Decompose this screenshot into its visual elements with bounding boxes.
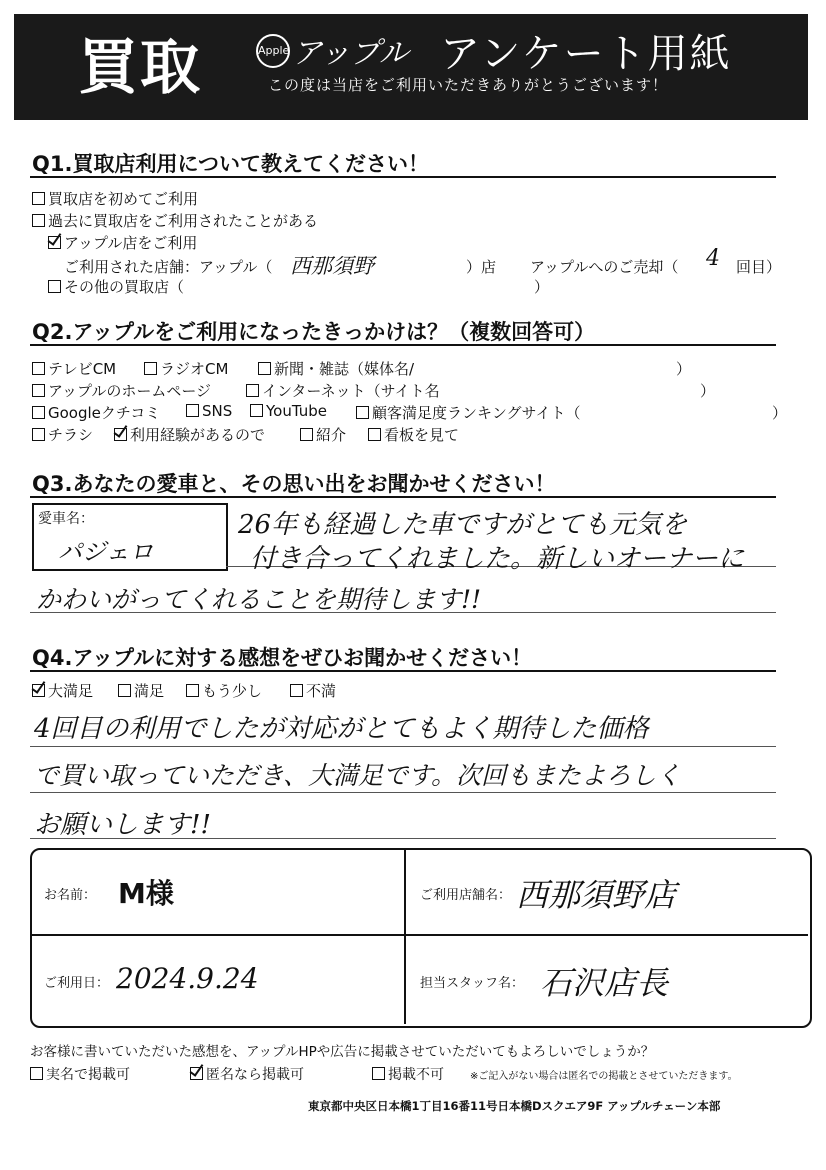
checkbox-checked[interactable]	[190, 1067, 203, 1080]
checkbox[interactable]	[250, 404, 263, 417]
q2-option-youtube[interactable]	[250, 402, 327, 420]
q2-option-ranking[interactable]	[356, 402, 581, 423]
checkbox[interactable]	[300, 428, 313, 441]
q2-option-radio-label: ラジオCM	[160, 360, 229, 378]
publish-real-name[interactable]	[30, 1064, 130, 1084]
checkbox-checked[interactable]	[48, 236, 61, 249]
q1-store-value[interactable]: 西那須野	[290, 254, 374, 278]
comment-line-1[interactable]: 4回目の利用でしたが対応がとてもよく期待した価格	[34, 714, 649, 744]
staff-value[interactable]: 石沢店長	[540, 964, 669, 1002]
q2-option-internet[interactable]	[246, 380, 440, 401]
q1-count-label: アップルへのご売却（	[530, 258, 679, 276]
checkbox[interactable]	[186, 684, 199, 697]
q2-option-internet-label: インターネット（サイト名	[262, 382, 440, 400]
q2-option-newspaper-label: 新聞・雑誌（媒体名/	[274, 360, 415, 378]
memory-line-2[interactable]: 付き合ってくれました。新しいオーナーに	[250, 544, 745, 574]
q2-option-flyer-label: チラシ	[48, 426, 94, 444]
checkbox[interactable]	[30, 1067, 43, 1080]
header-subtitle: この度は当店をご利用いただきありがとうございます！	[268, 76, 669, 94]
q2-option-newspaper[interactable]	[258, 358, 414, 379]
car-name-value[interactable]: パジェロ	[58, 538, 154, 566]
q2-option-radio[interactable]	[144, 358, 228, 379]
info-vertical-divider	[404, 848, 406, 1024]
q2-option-experience-label: 利用経験があるので	[130, 426, 266, 444]
checkbox[interactable]	[32, 384, 45, 397]
q4-option-satisfied[interactable]	[118, 680, 164, 701]
checkbox[interactable]	[32, 406, 45, 419]
q2-option-referral[interactable]	[300, 424, 346, 445]
q4-option-unsatisfied[interactable]	[290, 680, 336, 701]
q4-option-more[interactable]	[186, 680, 262, 701]
q1-option-past[interactable]	[32, 210, 318, 231]
checkbox-checked[interactable]	[32, 684, 45, 697]
brand-logo-text: アップル	[292, 36, 409, 71]
publish-none-label: 掲載不可	[388, 1067, 444, 1083]
car-name-label: 愛車名：	[38, 511, 94, 527]
publish-note: ※ご記入がない場合は匿名での掲載とさせていただきます。	[470, 1071, 738, 1082]
q2-option-flyer[interactable]	[32, 424, 93, 445]
q2-internet-close: ）	[700, 382, 716, 400]
publish-anonymous[interactable]	[190, 1064, 304, 1084]
q1-store-label: ご利用された店舗：アップル（	[64, 258, 273, 276]
name-value[interactable]: M様	[118, 877, 174, 910]
comment-line-2[interactable]: で買い取っていただき、大満足です。次回もまたよろしく	[34, 761, 682, 790]
q2-option-google[interactable]	[32, 402, 160, 423]
store-name-value[interactable]: 西那須野店	[516, 876, 677, 914]
checkbox[interactable]	[32, 192, 45, 205]
q2-option-experience[interactable]	[114, 424, 265, 445]
q2-title: Q2.アップルをご利用になったきっかけは？（複数回答可）	[32, 320, 596, 344]
date-value[interactable]: 2024.9.24	[116, 962, 259, 995]
q3-title: Q3.あなたの愛車と、その思い出をお聞かせください！	[32, 472, 556, 496]
apple-logo-icon: Apple	[256, 34, 290, 68]
publish-none[interactable]	[372, 1064, 444, 1084]
q1-option-past-label: 過去に買取店をご利用されたことがある	[48, 212, 319, 230]
staff-label: 担当スタッフ名：	[420, 976, 525, 991]
publish-question: お客様に書いていただいた感想を、アップルHPや広告に掲載させていただいてもよろしいでしょうか？	[30, 1044, 655, 1060]
header-big-title: 買取	[78, 33, 202, 103]
q2-option-google-label: Googleクチコミ	[48, 404, 161, 422]
q4-divider	[30, 670, 776, 672]
publish-anonymous-label: 匿名なら掲載可	[206, 1067, 304, 1083]
q4-option-unsatisfied-label: 不満	[306, 682, 337, 700]
checkbox[interactable]	[372, 1067, 385, 1080]
q1-option-other-label: その他の買取店（	[64, 278, 185, 296]
date-label: ご利用日：	[44, 976, 110, 991]
q2-option-tv[interactable]	[32, 358, 116, 379]
q4-option-more-label: もう少し	[202, 682, 263, 700]
q1-store-suffix: ）店	[466, 258, 497, 276]
q2-option-sns-label: SNS	[202, 402, 233, 420]
checkbox[interactable]	[186, 404, 199, 417]
q4-title: Q4.アップルに対する感想をぜひお聞かせください！	[32, 646, 533, 670]
checkbox-checked[interactable]	[114, 428, 127, 441]
q4-option-satisfied-label: 満足	[134, 682, 165, 700]
checkbox[interactable]	[48, 280, 61, 293]
checkbox[interactable]	[258, 362, 271, 375]
checkbox[interactable]	[368, 428, 381, 441]
q1-title: Q1.買取店利用について教えてください！	[32, 152, 430, 176]
q4-option-very-satisfied[interactable]	[32, 680, 93, 701]
hq-address: 東京都中央区日本橋1丁目16番11号日本橋Dスクエア9F アップルチェーン本部	[308, 1099, 721, 1113]
q1-count-suffix: 回目）	[736, 258, 782, 276]
checkbox[interactable]	[246, 384, 259, 397]
q2-option-tv-label: テレビCM	[48, 360, 117, 378]
q3-divider	[30, 496, 776, 498]
checkbox[interactable]	[32, 362, 45, 375]
q2-option-sns[interactable]	[186, 402, 232, 420]
q1-option-other[interactable]	[48, 276, 184, 297]
q2-option-youtube-label: YouTube	[266, 402, 327, 420]
memory-line-3[interactable]: かわいがってくれることを期待します!!	[36, 585, 482, 614]
q2-option-signboard[interactable]	[368, 424, 459, 445]
q2-option-ranking-label: 顧客満足度ランキングサイト（	[372, 404, 581, 422]
sheet-title: アンケート用紙	[440, 31, 732, 77]
q2-option-homepage[interactable]	[32, 380, 211, 401]
comment-line-3[interactable]: お願いします!!	[34, 810, 211, 840]
name-label: お名前：	[44, 888, 97, 903]
q2-option-referral-label: 紹介	[316, 426, 347, 444]
memory-line-1[interactable]: 26年も経過した車ですがとても元気を	[238, 510, 688, 540]
q1-option-apple-label: アップル店をご利用	[64, 234, 198, 252]
q1-option-apple[interactable]	[48, 232, 197, 253]
q1-divider	[30, 176, 776, 178]
q1-option-first-label: 買取店を初めてご利用	[48, 190, 199, 208]
q2-ranking-close: ）	[772, 404, 788, 422]
q2-option-homepage-label: アップルのホームページ	[48, 382, 212, 400]
info-horizontal-divider	[30, 934, 808, 936]
q4-option-very-satisfied-label: 大満足	[48, 682, 94, 700]
checkbox[interactable]	[144, 362, 157, 375]
q2-newspaper-close: ）	[676, 360, 692, 378]
q4-writing-line	[30, 792, 776, 793]
checkbox[interactable]	[32, 214, 45, 227]
checkbox[interactable]	[118, 684, 131, 697]
store-name-label: ご利用店舗名：	[420, 888, 512, 903]
checkbox[interactable]	[32, 428, 45, 441]
q4-writing-line	[30, 746, 776, 747]
checkbox[interactable]	[290, 684, 303, 697]
publish-real-name-label: 実名で掲載可	[46, 1067, 130, 1083]
checkbox[interactable]	[356, 406, 369, 419]
q1-option-first[interactable]	[32, 188, 198, 209]
q2-option-signboard-label: 看板を見て	[384, 426, 460, 444]
q1-count-value[interactable]: 4	[706, 246, 720, 271]
q2-divider	[30, 344, 776, 346]
q1-other-close: ）	[534, 278, 550, 296]
